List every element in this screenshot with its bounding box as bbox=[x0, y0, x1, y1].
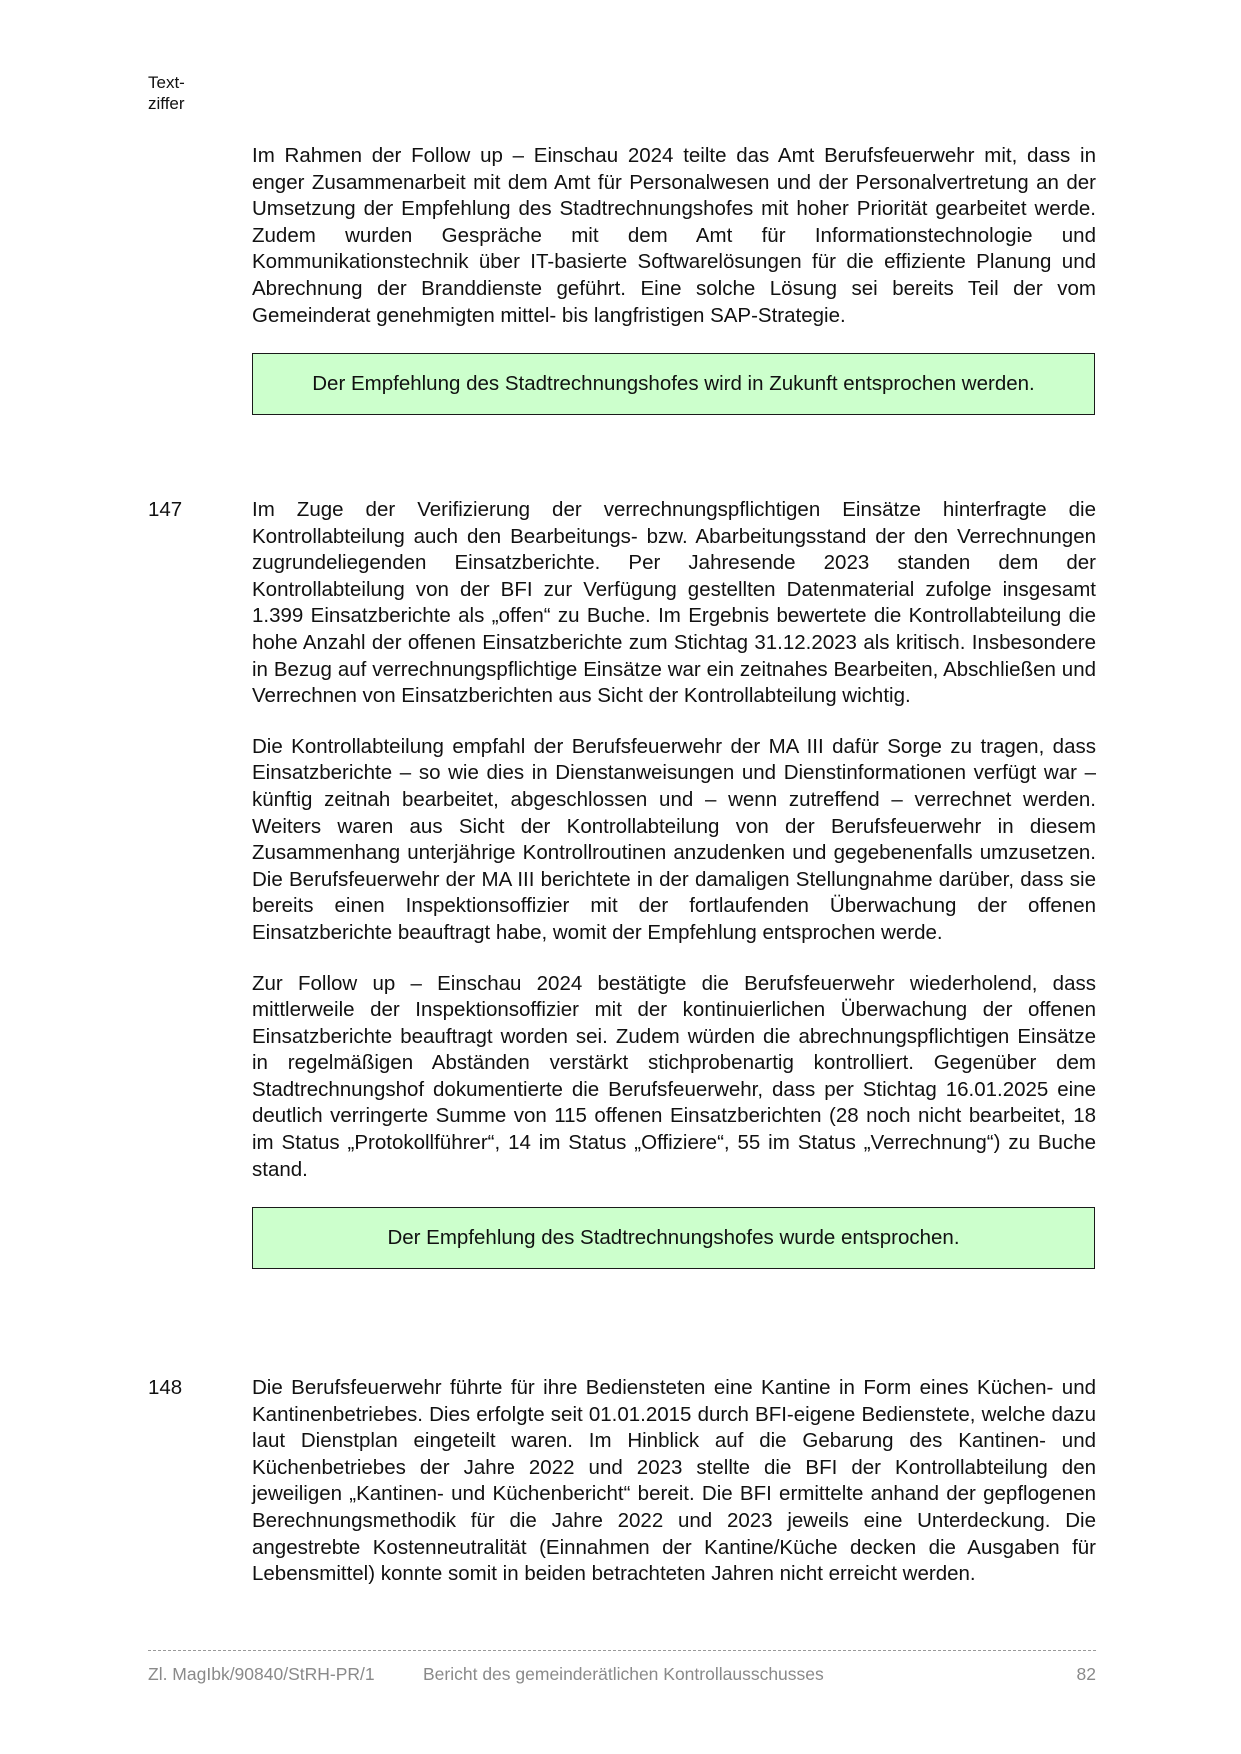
section-body bbox=[252, 1375, 1096, 1612]
paragraph: Zur Follow up – Einschau 2024 bestätigte die Berufsfeuerwehr wiederholend, dass mittlerweile der Inspektionsoffizier mit der kontinuierlichen Überwachung der offenen Einsatzberichte beauftragt worden sei. Zudem würden die abrechnungspflichtigen Einsätze in regelmäßigen Abständen verstärkt stichprobenartig kontrolliert. Gegenüber dem Stadtrechnungshof dokumentierte die Berufsfeuerwehr, dass per Stichtag 16.01.2025 eine deutlich verringerte Summe von 115 offenen Einsatzberichten (28 noch nicht bearbeitet, 18 im Status „Protokollführer“, 14 im Status „Offiziere“, 55 im Status „Verrechnung“) zu Buche stand. bbox=[252, 971, 1096, 1181]
textziffer-number: 147 bbox=[148, 498, 183, 521]
verdict-box bbox=[252, 1207, 1095, 1269]
verdict-text: Der Empfehlung des Stadtrechnungshofes wurde entsprochen. bbox=[387, 1226, 960, 1250]
textziffer-number: 148 bbox=[148, 1376, 183, 1399]
document-reference: Zl. MagIbk/90840/StRH-PR/1 bbox=[148, 1664, 375, 1684]
page-footer bbox=[148, 1664, 1096, 1685]
verdict-box bbox=[252, 353, 1095, 415]
paragraph: Im Rahmen der Follow up – Einschau 2024 teilte das Amt Berufsfeuerwehr mit, dass in enger Zusammenarbeit mit dem Amt für Personalwesen und der Personalvertretung an der Umsetzung der Empfehlung des Stadtrechnungshofes mit hoher Priorität gearbeitet werde. Zudem wurden Gespräche mit dem Amt für Informationstechnologie und Kommunikationstechnik über IT-basierte Softwarelösungen für die effiziente Planung und Abrechnung der Branddienste geführt. Eine solche Lösung sei bereits Teil der vom Gemeinderat genehmigten mittel- bis langfristigen SAP-Strategie. bbox=[252, 144, 1096, 327]
paragraph: Die Berufsfeuerwehr führte für ihre Bediensteten eine Kantine in Form eines Küchen- und Kantinenbetriebes. Dies erfolgte seit 01.01.2015 durch BFI-eigene Bedienstete, welche dazu laut Dienstplan eingeteilt waren. Im Hinblick auf die Gebarung des Kantinen- und Küchenbetriebes der Jahre 2022 und 2023 stellte die BFI der Kontrollabteilung den jeweiligen „Kantinen- und Küchenbericht“ bereit. Die BFI ermittelte anhand der gepflogenen Berechnungsmethodik für die Jahre 2022 und 2023 jeweils eine Unterdeckung. Die angestrebte Kostenneutralität (Einnahmen der Kantine/Küche decken die Ausgaben für Lebensmittel) konnte somit in beiden betrachteten Jahren nicht erreicht werden. bbox=[252, 1376, 1096, 1586]
textziffer-column-header bbox=[148, 72, 185, 114]
textziffer-label-line2: ziffer bbox=[148, 94, 185, 113]
section-body bbox=[252, 143, 1096, 415]
report-title: Bericht des gemeinderätlichen Kontrollausschusses bbox=[423, 1664, 824, 1684]
page-number: 82 bbox=[1076, 1664, 1096, 1684]
verdict-text: Der Empfehlung des Stadtrechnungshofes wird in Zukunft entsprochen werden. bbox=[312, 372, 1035, 396]
paragraph: Die Kontrollabteilung empfahl der Berufsfeuerwehr der MA III dafür Sorge zu tragen, dass Einsatzberichte – so wie dies in Dienstanweisungen und Dienstinformationen verfügt war – künftig zeitnah bearbeitet, abgeschlossen und – wenn zutreffend – verrechnet werden. Weiters waren aus Sicht der Kontrollabteilung von der Berufsfeuerwehr in diesem Zusammenhang unterjährige Kontrollroutinen anzudenken und gegebenenfalls umzusetzen. Die Berufsfeuerwehr der MA III berichtete in der damaligen Stellungnahme darüber, dass sie bereits einen Inspektionsoffizier mit der fortlaufenden Überwachung der offenen Einsatzberichte beauftragt habe, womit der Empfehlung entsprochen werde. bbox=[252, 734, 1096, 944]
paragraph: Im Zuge der Verifizierung der verrechnungspflichtigen Einsätze hinterfragte die Kontrollabteilung auch den Bearbeitungs- bzw. Abarbeitungsstand der den Verrechnungen zugrundeliegenden Einsatzberichte. Per Jahresende 2023 standen dem der Kontrollabteilung von der BFI zur Verfügung gestellten Datenmaterial zufolge insgesamt 1.399 Einsatzberichte als „offen“ zu Buche. Im Ergebnis bewertete die Kontrollabteilung die hohe Anzahl der offenen Einsatzberichte zum Stichtag 31.12.2023 als kritisch. Insbesondere in Bezug auf verrechnungspflichtige Einsätze war ein zeitnahes Bearbeiten, Abschließen und Verrechnen von Einsatzberichten aus Sicht der Kontrollabteilung wichtig. bbox=[252, 498, 1096, 708]
section-body bbox=[252, 497, 1096, 1269]
footer-divider bbox=[148, 1650, 1096, 1651]
textziffer-label-line1: Text- bbox=[148, 73, 185, 92]
